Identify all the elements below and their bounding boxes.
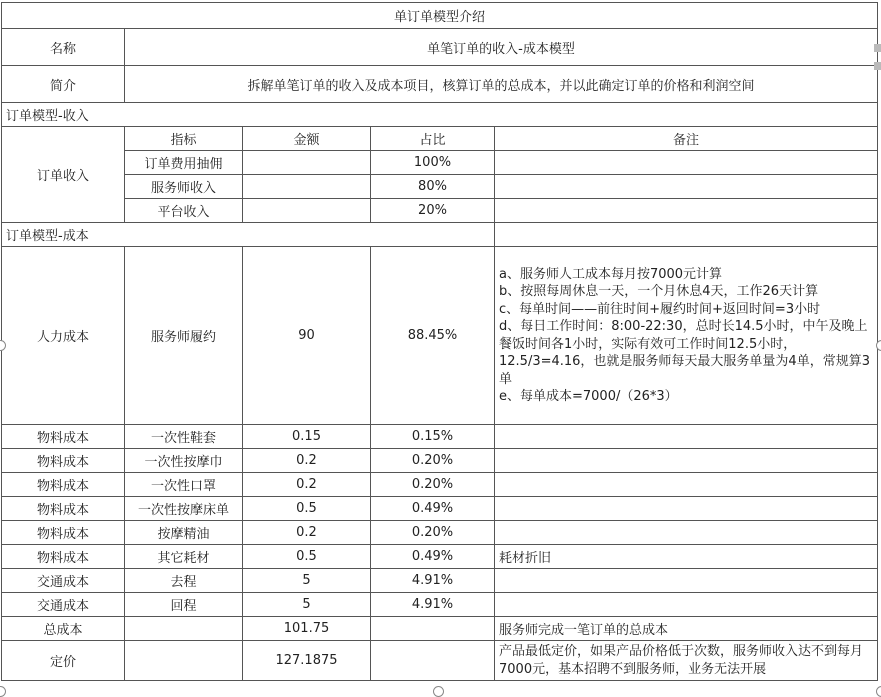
total-label: 总成本	[2, 617, 125, 641]
labor-notes	[495, 247, 878, 425]
cost-amount: 5	[243, 569, 371, 593]
cost-indicator: 按摩精油	[125, 521, 243, 545]
labor-type: 人力成本	[2, 247, 125, 425]
revenue-indicator: 平台收入	[125, 199, 243, 223]
cost-type: 物料成本	[2, 425, 125, 449]
cost-amount: 5	[243, 593, 371, 617]
labor-note-a: a、服务师人工成本每月按7000元计算	[499, 266, 723, 282]
cost-amount: 0.2	[243, 449, 371, 473]
cost-type: 物料成本	[2, 497, 125, 521]
revenue-indicator: 订单费用抽佣	[125, 151, 243, 175]
cost-row	[2, 521, 878, 545]
labor-cost-row	[2, 247, 878, 425]
cost-amount: 0.5	[243, 545, 371, 569]
name-label: 名称	[2, 29, 125, 66]
cost-type: 物料成本	[2, 545, 125, 569]
total-ratio	[371, 617, 495, 641]
cost-ratio: 0.49%	[371, 497, 495, 521]
revenue-ratio: 100%	[371, 151, 495, 175]
header-ratio: 占比	[371, 127, 495, 151]
total-note: 服务师完成一笔订单的总成本	[495, 617, 878, 641]
pricing-ratio	[371, 641, 495, 681]
cost-row	[2, 425, 878, 449]
cost-ratio: 0.20%	[371, 521, 495, 545]
pricing-row	[2, 641, 878, 681]
intro-value: 拆解单笔订单的收入及成本项目，核算订单的总成本，并以此确定订单的价格和利润空间	[125, 66, 878, 103]
cost-indicator: 去程	[125, 569, 243, 593]
scroll-grip[interactable]	[874, 44, 881, 52]
cost-note	[495, 497, 878, 521]
labor-note-b: b、按照每周休息一天，一个月休息4天，工作26天计算	[499, 284, 819, 299]
cost-note	[495, 521, 878, 545]
revenue-amount	[243, 175, 371, 199]
labor-amount: 90	[243, 247, 371, 425]
labor-note-e: e、每单成本=7000/（26*3）	[499, 389, 678, 404]
order-model-table	[1, 2, 878, 681]
cost-row	[2, 449, 878, 473]
cost-row	[2, 497, 878, 521]
cost-type: 物料成本	[2, 473, 125, 497]
pricing-amount: 127.1875	[243, 641, 371, 681]
revenue-ratio: 20%	[371, 199, 495, 223]
cost-amount: 0.2	[243, 521, 371, 545]
header-amount: 金额	[243, 127, 371, 151]
cost-note	[495, 569, 878, 593]
revenue-note	[495, 175, 878, 199]
cost-type: 交通成本	[2, 593, 125, 617]
cost-row	[2, 545, 878, 569]
cost-note	[495, 425, 878, 449]
cost-type: 物料成本	[2, 521, 125, 545]
resize-handle-bottom-left[interactable]	[0, 686, 6, 697]
revenue-indicator: 服务师收入	[125, 175, 243, 199]
cost-indicator: 回程	[125, 593, 243, 617]
total-indicator	[125, 617, 243, 641]
intro-label: 简介	[2, 66, 125, 103]
total-amount: 101.75	[243, 617, 371, 641]
cost-ratio: 0.20%	[371, 449, 495, 473]
cost-amount: 0.15	[243, 425, 371, 449]
cost-indicator: 一次性按摩巾	[125, 449, 243, 473]
revenue-group-label: 订单收入	[2, 127, 125, 223]
revenue-row	[2, 151, 878, 175]
labor-ratio: 88.45%	[371, 247, 495, 425]
cost-section-header: 订单模型-成本	[2, 223, 495, 247]
total-row	[2, 617, 878, 641]
cost-row	[2, 569, 878, 593]
revenue-section-header: 订单模型-收入	[2, 103, 878, 127]
cost-indicator: 一次性按摩床单	[125, 497, 243, 521]
cost-ratio: 4.91%	[371, 569, 495, 593]
revenue-note	[495, 151, 878, 175]
scroll-grip[interactable]	[874, 62, 881, 70]
labor-indicator: 服务师履约	[125, 247, 243, 425]
cost-ratio: 0.15%	[371, 425, 495, 449]
cost-note	[495, 473, 878, 497]
resize-handle-bottom-right[interactable]	[876, 686, 881, 697]
cost-row	[2, 593, 878, 617]
revenue-amount	[243, 199, 371, 223]
pricing-indicator	[125, 641, 243, 681]
cost-ratio: 4.91%	[371, 593, 495, 617]
cost-note	[495, 593, 878, 617]
header-indicator: 指标	[125, 127, 243, 151]
resize-handle-bottom[interactable]	[433, 686, 444, 697]
cost-note	[495, 449, 878, 473]
revenue-row	[2, 175, 878, 199]
resize-handle-right[interactable]	[876, 340, 881, 351]
table-title: 单订单模型介绍	[2, 3, 878, 29]
labor-note-c: c、每单时间——前往时间+履约时间+返回时间=3小时	[499, 301, 821, 317]
cost-indicator: 一次性口罩	[125, 473, 243, 497]
revenue-ratio: 80%	[371, 175, 495, 199]
cost-section-note	[495, 223, 878, 247]
cost-note: 耗材折旧	[495, 545, 878, 569]
cost-ratio: 0.49%	[371, 545, 495, 569]
pricing-label: 定价	[2, 641, 125, 681]
cost-amount: 0.2	[243, 473, 371, 497]
header-note: 备注	[495, 127, 878, 151]
cost-type: 物料成本	[2, 449, 125, 473]
cost-row	[2, 473, 878, 497]
cost-ratio: 0.20%	[371, 473, 495, 497]
pricing-note: 产品最低定价，如果产品价格低于次数，服务师收入达不到每月7000元，基本招聘不到服务师，业务无法开展	[495, 641, 878, 681]
revenue-amount	[243, 151, 371, 175]
cost-indicator: 一次性鞋套	[125, 425, 243, 449]
labor-note-d: d、每日工作时间：8:00-22:30，总时长14.5小时，中午及晚上餐饭时间各1小时，实际有效可工作时间12.5小时，12.5/3=4.16，也就是服务师每天最大服务单量为4单，常规算3单	[499, 319, 870, 387]
revenue-note	[495, 199, 878, 223]
cost-amount: 0.5	[243, 497, 371, 521]
revenue-row	[2, 199, 878, 223]
name-value: 单笔订单的收入-成本模型	[125, 29, 878, 66]
cost-type: 交通成本	[2, 569, 125, 593]
cost-indicator: 其它耗材	[125, 545, 243, 569]
